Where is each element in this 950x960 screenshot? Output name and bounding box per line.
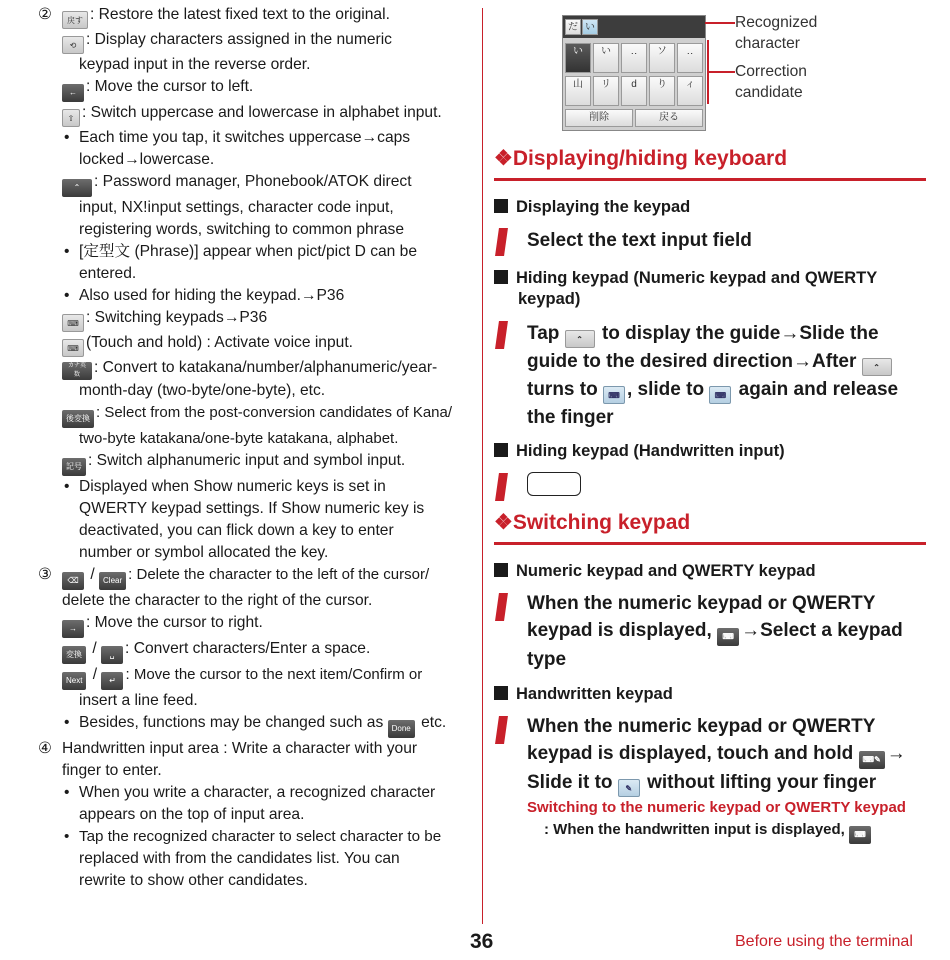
delete-key: 削除 (565, 109, 633, 127)
handwritten-bullet2-c: rewrite to show other candidates. (79, 872, 308, 889)
keyboard-key-icon: ⌨ (717, 628, 739, 646)
section-title-switching: ❖Switching keypad (494, 511, 691, 534)
shift-bullet-b: locked→lowercase. (79, 151, 215, 168)
next-desc-a: : Move the cursor to the next item/Confirm or (125, 666, 423, 683)
post-desc-a: : Select from the post-conversion candidates of Kana/ (96, 404, 453, 421)
symbol-bullet-d: number or symbol allocated the key. (79, 544, 329, 561)
handwriting-pen-icon: ✎ (618, 779, 640, 797)
symbol-bullet-b: QWERTY keypad settings. If Show numeric key is (79, 500, 425, 517)
subheading-hide-handwritten: Hiding keypad (Handwritten input) (494, 439, 785, 463)
clear-desc-b: delete the character to the right of the cursor. (62, 592, 373, 609)
keyboard-key-icon: ⌨ (849, 826, 871, 844)
kana-key-icon: カナ英数 (62, 362, 92, 380)
post-conversion-key-icon: 後変換 (62, 410, 94, 428)
handwritten-desc-b: finger to enter. (62, 762, 162, 779)
done-bullet-a: Besides, functions may be changed such as (79, 714, 384, 731)
up-bullet-b: entered. (79, 265, 137, 282)
clear-desc-a: : Delete the character to the left of the cursor/ (128, 566, 430, 583)
restore-desc: : Restore the latest fixed text to the original. (90, 6, 390, 23)
slash: / (92, 640, 97, 657)
done-bullet-b: etc. (421, 714, 447, 731)
reverse-desc-b: keypad input in the reverse order. (79, 56, 311, 73)
step-marker (495, 321, 508, 349)
step-numeric-select: When the numeric keypad or QWERTY keypad is displayed, ⌨ →Select a keypad type (527, 593, 903, 670)
correction-candidate: ィ (677, 76, 703, 106)
up-key-icon: ⌃ (62, 179, 92, 197)
reverse-key-icon: ⟲ (62, 36, 84, 54)
left-arrow-key-icon: ← (62, 84, 84, 102)
subheading-hide: Hiding keypad (Numeric keypad and QWERTY (494, 266, 877, 290)
done-key-icon: Done (388, 720, 415, 738)
switch-desc: : Switching keypads→P36 (86, 309, 268, 326)
step-marker (495, 473, 508, 501)
recognized-char: い (582, 19, 598, 35)
correction-candidate: 山 (565, 76, 591, 106)
keyboard-handwrite-key-icon: ⌨✎ (859, 751, 885, 769)
recognized-char: だ (565, 19, 581, 35)
slash: / (92, 666, 98, 683)
voice-desc: (Touch and hold) : Activate voice input. (86, 334, 353, 351)
correction-candidate: d (621, 76, 647, 106)
kana-desc-b: month-day (two-byte/one-byte), etc. (79, 382, 326, 399)
handwritten-desc-a: Handwritten input area : Write a character with your (62, 740, 418, 757)
subheading-numeric-qwerty: Numeric keypad and QWERTY keypad (494, 559, 816, 583)
symbol-key-icon: 記号 (62, 458, 86, 476)
up-key-icon: ⌃ (862, 358, 892, 376)
item-marker-2: ② (38, 6, 52, 23)
convert-key-icon: 変換 (62, 646, 86, 664)
handwritten-bullet1-b: appears on the top of input area. (79, 806, 305, 823)
footer-section: Before using the terminal (735, 933, 913, 950)
right-arrow-key-icon: → (62, 620, 84, 638)
subheading-handwritten: Handwritten keypad (494, 682, 673, 706)
post-desc-b: two-byte katakana/one-byte katakana, alphabet. (79, 430, 399, 447)
correction-candidate: ‥ (677, 43, 703, 73)
step-select-field: Select the text input field (527, 230, 752, 251)
shift-key-icon: ⇧ (62, 109, 80, 127)
item-marker-3: ③ (38, 566, 52, 583)
step-handwritten-slide: When the numeric keypad or QWERTY keypad is displayed, touch and hold ⌨✎ → Slide it to ✎ without lifting your finger (527, 713, 906, 797)
note-heading: Switching to the numeric keypad or QWERTY keypad (527, 799, 906, 816)
correction-candidate: い (565, 43, 591, 73)
up-bullet-a: • [定型文 (Phrase)] appear when pict/pict D can be (38, 241, 474, 263)
up-bullet-2: • Also used for hiding the keypad.→P36 (38, 285, 474, 307)
back-key: 戻る (635, 109, 703, 127)
back-key-icon (527, 472, 581, 496)
shift-bullet-a: • Each time you tap, it switches uppercase→caps (38, 127, 474, 149)
callout-line (705, 22, 735, 24)
section-rule (494, 542, 926, 545)
up-key-icon: ⌃ (565, 330, 595, 348)
callout-recognized: Recognized character (735, 14, 818, 52)
keyboard-key-icon: ⌨ (62, 314, 84, 332)
keyboard-hide-icon: ⌨ (603, 386, 625, 404)
symbol-bullet-c: deactivated, you can flick down a key to enter (79, 522, 394, 539)
next-desc-b: insert a line feed. (79, 692, 198, 709)
clear-key-icon: Clear (99, 572, 126, 590)
slash: / (90, 566, 95, 583)
up-desc-a: : Password manager, Phonebook/ATOK direct (94, 173, 412, 190)
handwritten-keypad-figure (562, 15, 706, 131)
item-marker-4: ④ (38, 740, 52, 757)
callout-line (707, 71, 735, 73)
subheading-display: Displaying the keypad (494, 195, 690, 219)
correction-candidate: ‥ (621, 43, 647, 73)
right-desc: : Move the cursor to right. (86, 614, 263, 631)
page-number: 36 (470, 930, 494, 953)
handwritten-bullet2-a: • Tap the recognized character to select character to be (38, 826, 474, 848)
kana-desc-a: : Convert to katakana/number/alphanumeric/year- (94, 359, 438, 376)
keyboard-hide-icon: ⌨ (709, 386, 731, 404)
correction-candidate: ソ (649, 43, 675, 73)
correction-candidate: い (593, 43, 619, 73)
callout-correction: Correction candidate (735, 63, 807, 101)
reverse-desc-a: : Display characters assigned in the numeric (86, 31, 392, 48)
handwritten-bullet1-a: • When you write a character, a recognized character (38, 782, 474, 804)
step-tap-guide: Tap ⌃ to display the guide→Slide the guide to the desired direction→After ⌃ turns to ⌨ , slide to ⌨ again and release the finger (527, 323, 899, 428)
keyboard-voice-key-icon: ⌨ (62, 339, 84, 357)
shift-desc: : Switch uppercase and lowercase in alphabet input. (82, 104, 442, 121)
space-desc: : Convert characters/Enter a space. (125, 640, 371, 657)
left-desc: : Move the cursor to left. (86, 78, 254, 95)
section-rule (494, 178, 926, 181)
enter-key-icon: ↵ (101, 672, 123, 690)
up-desc-b: input, NX!input settings, character code input, (79, 199, 394, 216)
note-text: : When the handwritten input is displayed, ⌨ (544, 821, 873, 844)
subheading-hide-cont: keypad) (518, 290, 581, 308)
step-marker (495, 716, 508, 744)
up-desc-c: registering words, switching to common phrase (79, 221, 405, 238)
correction-candidate: リ (593, 76, 619, 106)
restore-key-icon: 戻す (62, 11, 88, 29)
correction-candidate: り (649, 76, 675, 106)
step-marker (495, 228, 508, 256)
next-key-icon: Next (62, 672, 86, 690)
symbol-bullet-a: • Displayed when Show numeric keys is set in (38, 476, 474, 498)
space-key-icon: ␣ (101, 646, 123, 664)
handwritten-bullet2-b: replaced with from the candidates list. You can (79, 850, 400, 867)
left-column (38, 4, 474, 892)
backspace-key-icon: ⌫ (62, 572, 84, 590)
section-title-display-hide: ❖Displaying/hiding keyboard (494, 147, 788, 170)
step-marker (495, 593, 508, 621)
symbol-desc: : Switch alphanumeric input and symbol input. (88, 452, 406, 469)
column-divider (482, 8, 483, 924)
